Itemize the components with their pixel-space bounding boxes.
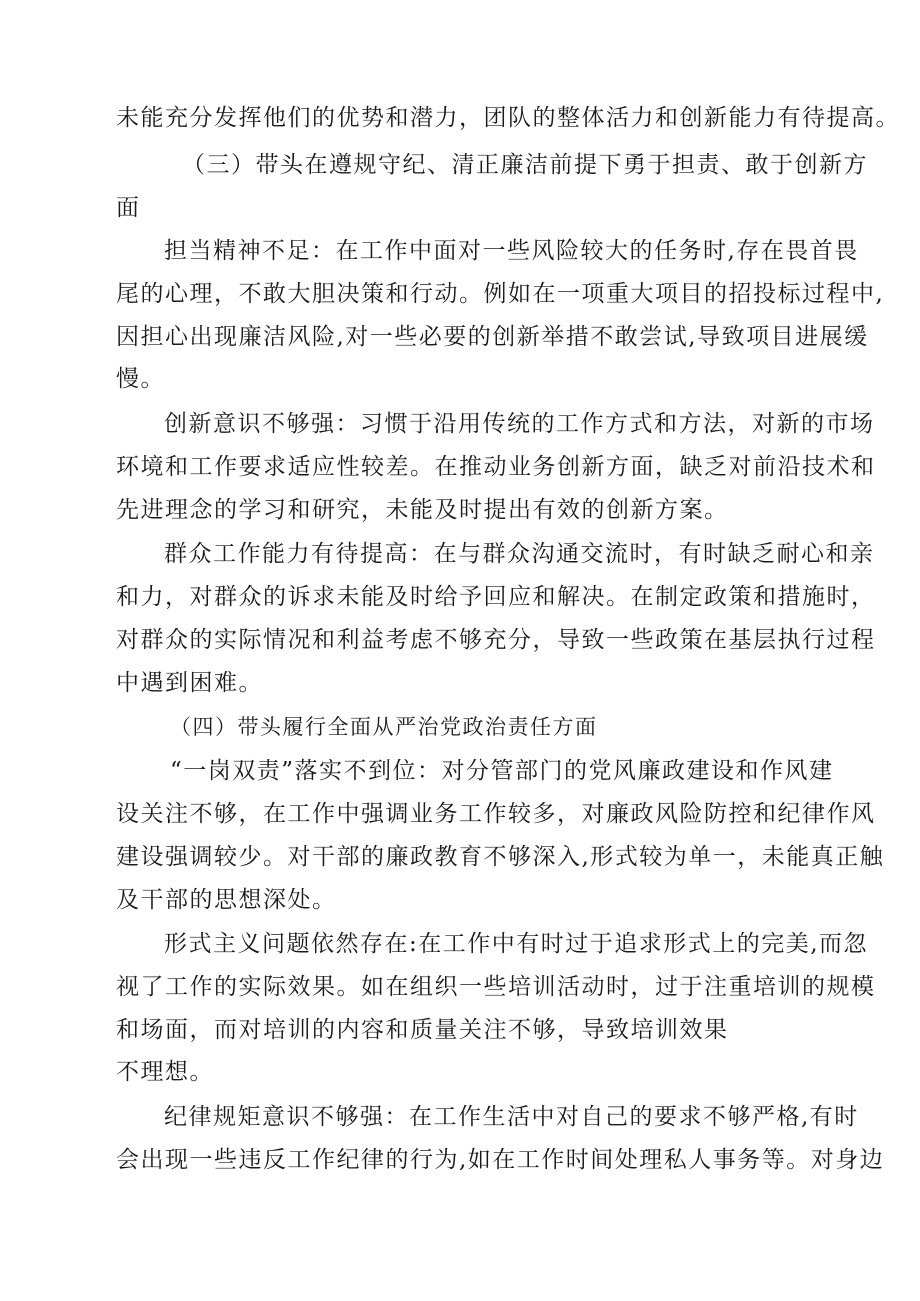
text-line: 和力，对群众的诉求未能及时给予回应和解决。在制定政策和措施时， bbox=[116, 584, 876, 610]
text-line: 因担心出现廉洁风险,对一些必要的创新举措不敢尝试,导致项目进展缓 bbox=[116, 324, 869, 350]
section-heading: （四）带头履行全面从严治党政治责任方面 bbox=[170, 715, 598, 739]
text-line: 担当精神不足：在工作中面对一些风险较大的任务时,存在畏首畏 bbox=[164, 238, 859, 264]
text-line: 未能充分发挥他们的优势和潜力，团队的整体活力和创新能力有待提高。 bbox=[116, 105, 900, 131]
text-line: 建设强调较少。对干部的廉政教育不够深入,形式较为单一，未能真正触 bbox=[116, 844, 885, 870]
text-line: 慢。 bbox=[116, 366, 165, 392]
text-line: 及干部的思想深处。 bbox=[116, 887, 337, 913]
text-line: 创新意识不够强：习惯于沿用传统的工作方式和方法，对新的市场 bbox=[164, 411, 875, 437]
text-line: 环境和工作要求适应性较差。在推动业务创新方面，缺乏对前沿技术和 bbox=[116, 454, 876, 480]
text-line: 中遇到困难。 bbox=[116, 670, 263, 696]
text-line: 先进理念的学习和研究，未能及时提出有效的创新方案。 bbox=[116, 497, 729, 523]
text-line: 和场面，而对培训的内容和质量关注不够，导致培训效果 bbox=[116, 1017, 729, 1043]
text-line: 会出现一些违反工作纪律的行为,如在工作时间处理私人事务等。对身边 bbox=[116, 1147, 885, 1173]
text-line: 尾的心理，不敢大胆决策和行动。例如在一项重大项目的招投标过程中, bbox=[116, 281, 885, 307]
text-line: 形式主义问题依然存在:在工作中有时过于追求形式上的完美,而忽 bbox=[164, 931, 869, 957]
text-line: 设关注不够，在工作中强调业务工作较多，对廉政风险防控和纪律作风 bbox=[116, 801, 876, 827]
section-heading: （三）带头在遵规守纪、清正廉洁前提下勇于担责、敢于创新方 bbox=[182, 152, 868, 178]
section-heading-continued: 面 bbox=[116, 195, 141, 221]
text-line: 不理想。 bbox=[116, 1059, 214, 1085]
text-line: 对群众的实际情况和利益考虑不够充分，导致一些政策在基层执行过程 bbox=[116, 627, 876, 653]
text-line: 视了工作的实际效果。如在组织一些培训活动时，过于注重培训的规模 bbox=[116, 974, 876, 1000]
text-line: 群众工作能力有待提高：在与群众沟通交流时，有时缺乏耐心和亲 bbox=[164, 541, 875, 567]
text-line: “一岗双责”落实不到位：对分管部门的党风廉政建设和作风建 bbox=[170, 758, 834, 784]
text-line: 纪律规矩意识不够强：在工作生活中对自己的要求不够严格,有时 bbox=[164, 1104, 859, 1130]
